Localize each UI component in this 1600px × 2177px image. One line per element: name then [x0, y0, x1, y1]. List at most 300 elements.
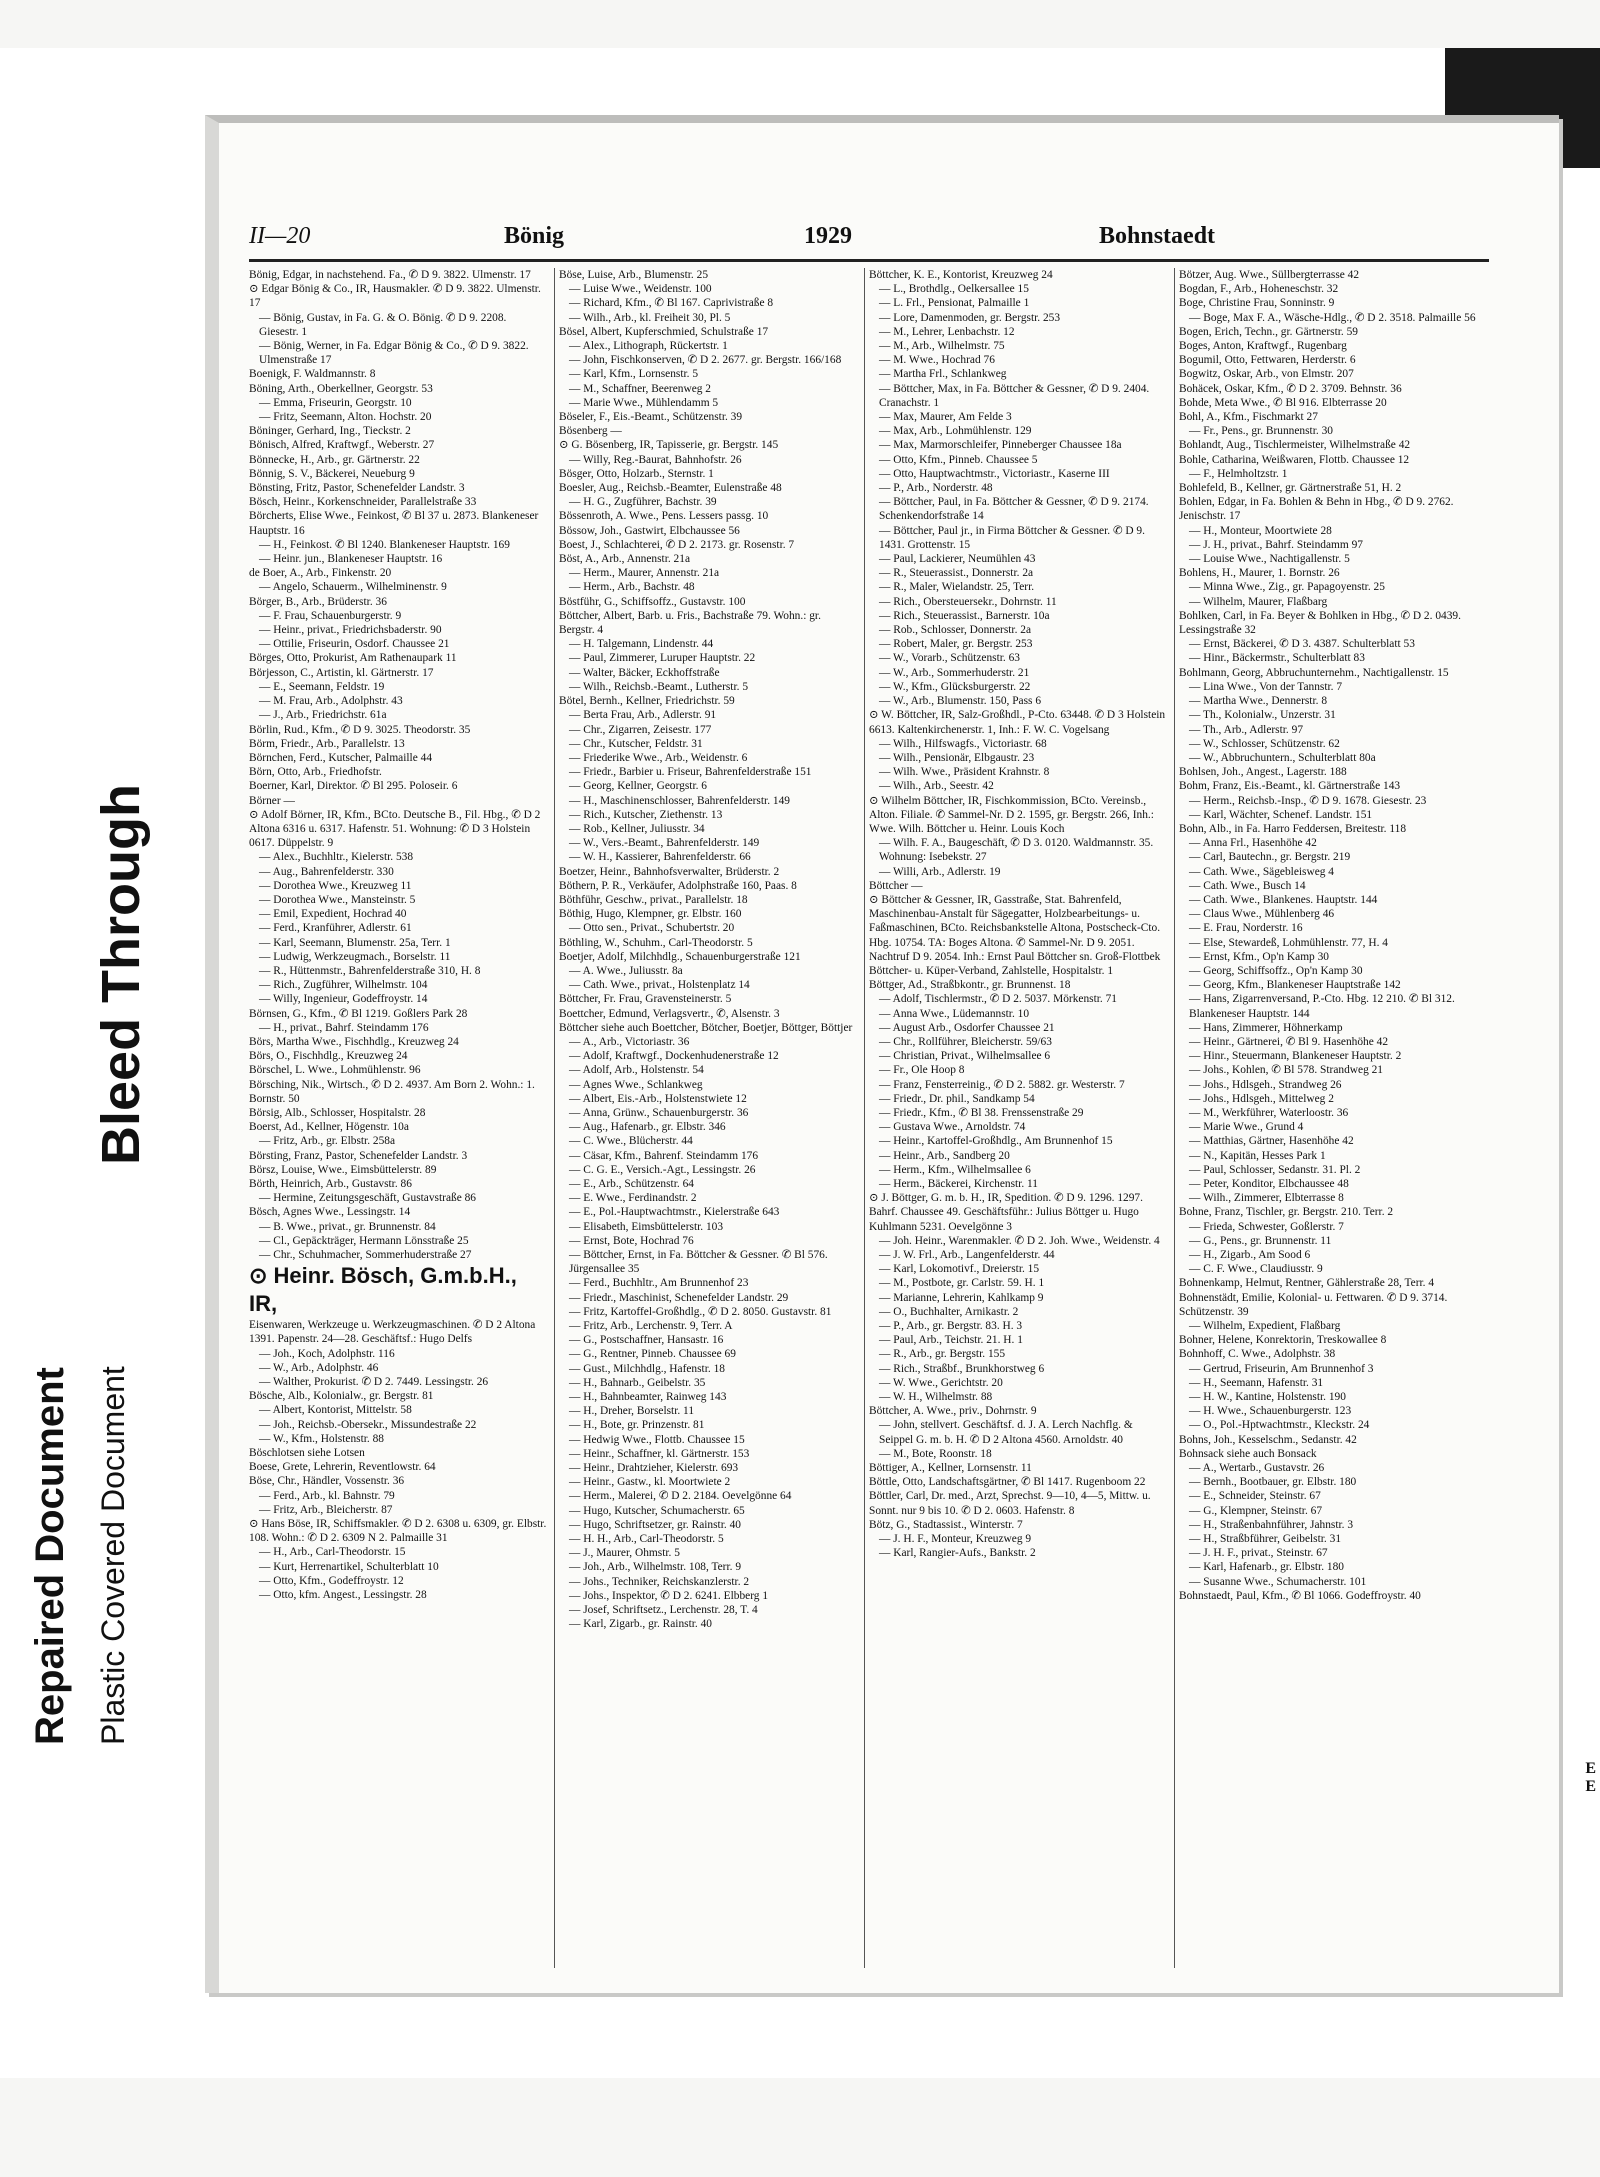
directory-entry: — Marie Wwe., Mühlendamm 5 [569, 396, 719, 409]
directory-entry: — G., Pens., gr. Brunnenstr. 11 [1189, 1234, 1332, 1247]
directory-entry: — Ernst, Kfm., Op'n Kamp 30 [1189, 950, 1329, 963]
side-label-plastic: Plastic Covered Document [95, 1366, 131, 1745]
directory-entry: Böthern, P. R., Verkäufer, Adolphstraße 160, Paas. 8 [559, 879, 797, 892]
directory-entry: — Max, Maurer, Am Felde 3 [879, 411, 1012, 424]
directory-entry: Bohlens, H., Maurer, 1. Bornstr. 26 [1179, 567, 1340, 580]
directory-entry: — Ottilie, Friseurin, Osdorf. Chaussee 21 [259, 638, 450, 651]
directory-entry: — Aug., Hafenarb., gr. Elbstr. 346 [569, 1121, 726, 1134]
directory-entry: — John, stellvert. Geschäftsf. d. J. A. Lerch Nachflg. & Seippel G. m. b. H. ✆ D 2 Altona 4560. Arnoldstr. 40 [879, 1419, 1133, 1446]
directory-entry: — Hinr., Steuermann, Blankeneser Hauptstr. 2 [1189, 1050, 1402, 1063]
directory-entry: — Fritz, Arb., Bleicherstr. 87 [259, 1503, 393, 1516]
directory-entry: — Ludwig, Werkzeugmach., Borselstr. 11 [259, 950, 451, 963]
directory-entry: Bohlefeld, B., Kellner, gr. Gärtnerstraße 51, H. 2 [1179, 482, 1402, 495]
directory-entry: — Cath. Wwe., Busch 14 [1189, 879, 1306, 892]
directory-entry: de Boer, A., Arb., Finkenstr. 20 [249, 567, 392, 580]
directory-entry: — Marie Wwe., Grund 4 [1189, 1121, 1304, 1134]
directory-entry: — Emma, Friseurin, Georgstr. 10 [259, 396, 412, 409]
directory-entry: — Gust., Milchhdlg., Hafenstr. 18 [569, 1362, 725, 1375]
directory-entry: — Ferd., Buchhltr., Am Brunnenhof 23 [569, 1277, 749, 1290]
directory-entry: Börs, O., Fischhdlg., Kreuzweg 24 [249, 1050, 408, 1063]
directory-entry: — R., Hüttenmstr., Bahrenfelderstraße 310, H. 8 [259, 964, 481, 977]
directory-entry: Bogwitz, Oskar, Arb., von Elmstr. 207 [1179, 368, 1354, 381]
directory-entry: — O., Pol.-Hptwachtmstr., Kleckstr. 24 [1189, 1419, 1370, 1432]
directory-entry: — Fr., Ole Hoop 8 [879, 1064, 965, 1077]
directory-entry: — M., Werkführer, Waterloostr. 36 [1189, 1106, 1349, 1119]
directory-entry: — Heinr., Kartoffel-Großhdlg., Am Brunnenhof 15 [879, 1135, 1113, 1148]
directory-entry: Böttcher siehe auch Boettcher, Bötcher, Boetjer, Böttger, Böttjer [559, 1021, 853, 1034]
directory-entry: — Lina Wwe., Von der Tannstr. 7 [1189, 680, 1343, 693]
directory-entry: — F. Frau, Schauenburgerstr. 9 [259, 609, 402, 622]
directory-entry: Bönig, Edgar, in nachstehend. Fa., ✆ D 9. 3822. Ulmenstr. 17 [249, 269, 531, 281]
directory-entry: — Willy, Ingenieur, Godeffroystr. 14 [259, 993, 428, 1006]
directory-entry: — Rich., Steuerassist., Barnerstr. 10a [879, 609, 1050, 622]
directory-entry: — H., Straßenbahnführer, Jahnstr. 3 [1189, 1518, 1354, 1531]
directory-entry: — N., Kapitän, Hesses Park 1 [1189, 1149, 1326, 1162]
directory-entry: — Herm., Reichsb.-Insp., ✆ D 9. 1678. Giesestr. 23 [1189, 794, 1427, 807]
directory-entry: — Friederike Wwe., Arb., Weidenstr. 6 [569, 751, 748, 764]
directory-entry: Bohl, A., Kfm., Fischmarkt 27 [1179, 411, 1318, 424]
directory-entry: Börnsen, G., Kfm., ✆ Bl 1219. Goßlers Park 28 [249, 1007, 468, 1020]
directory-entry: — Lore, Damenmoden, gr. Bergstr. 253 [879, 311, 1061, 324]
directory-entry: Bogen, Erich, Techn., gr. Gärtnerstr. 59 [1179, 325, 1358, 338]
directory-entry: Bohm, Franz, Eis.-Beamt., kl. Gärtnerstraße 143 [1179, 780, 1401, 793]
directory-entry: — Heinr., Drahtzieher, Kielerstr. 693 [569, 1462, 739, 1475]
directory-entry: — Anna Wwe., Lüdemannstr. 10 [879, 1007, 1030, 1020]
directory-entry: — Hinr., Bäckermstr., Schulterblatt 83 [1189, 652, 1365, 665]
directory-columns [249, 268, 1489, 1968]
directory-entry: Bohnsack siehe auch Bonsack [1179, 1447, 1317, 1460]
directory-entry: — Claus Wwe., Mühlenberg 46 [1189, 908, 1335, 921]
directory-entry: — Adolf, Kraftwgf., Dockenhudenerstraße 12 [569, 1050, 779, 1063]
directory-entry: Börschel, L. Wwe., Lohmühlenstr. 96 [249, 1064, 421, 1077]
directory-entry: — W., Arb., Blumenstr. 150, Pass 6 [879, 695, 1042, 708]
directory-entry: ⊙ Hans Böse, IR, Schiffsmakler. ✆ D 2. 6308 u. 6309, gr. Elbstr. 108. Wohn.: ✆ D 2. 6309 N 2. Palmaille 31 [249, 1518, 547, 1545]
directory-entry: Börsching, Nik., Wirtsch., ✆ D 2. 4937. Am Born 2. Wohn.: 1. Bornstr. 50 [249, 1078, 535, 1105]
directory-entry: — Friedr., Maschinist, Schenefelder Landstr. 29 [569, 1291, 789, 1304]
directory-entry: — Karl, Kfm., Lornsenstr. 5 [569, 368, 699, 381]
directory-entry: Bohnhoff, C. Wwe., Adolphstr. 38 [1179, 1348, 1336, 1361]
directory-entry: Börm, Friedr., Arb., Parallelstr. 13 [249, 737, 405, 750]
directory-entry: — E. Wwe., Ferdinandstr. 2 [569, 1192, 697, 1205]
directory-entry: — H., Dreher, Borselstr. 11 [569, 1405, 695, 1418]
directory-entry: — H., Zigarb., Am Sood 6 [1189, 1249, 1311, 1262]
directory-entry: — Wilh. Wwe., Präsident Krahnstr. 8 [879, 766, 1050, 779]
directory-entry: Boge, Christine Frau, Sonninstr. 9 [1179, 297, 1335, 310]
directory-entry: — P., Arb., gr. Bergstr. 83. H. 3 [879, 1320, 1023, 1333]
directory-entry: — M., Arb., Wilhelmstr. 75 [879, 340, 1005, 353]
directory-entry: — Hans, Zigarrenversand, P.-Cto. Hbg. 12 210. ✆ Bl 312. Blankeneser Hauptstr. 144 [1189, 993, 1455, 1020]
directory-entry: — H., Seemann, Hafenstr. 31 [1189, 1376, 1324, 1389]
directory-entry: — H., Bahnarb., Geibelstr. 35 [569, 1376, 706, 1389]
directory-entry: — Heinr., privat., Friedrichsbaderstr. 90 [259, 624, 442, 637]
directory-entry: Bösenberg — [559, 425, 622, 438]
directory-entry: — C. F. Wwe., Claudiusstr. 9 [1189, 1263, 1323, 1276]
directory-entry: — Luise Wwe., Weidenstr. 100 [569, 283, 712, 296]
directory-entry: — Rich., Straßbf., Brunkhorstweg 6 [879, 1362, 1045, 1375]
directory-entry: — R., Steuerassist., Donnerstr. 2a [879, 567, 1034, 580]
directory-entry: Bohne, Franz, Tischler, gr. Bergstr. 210. Terr. 2 [1179, 1206, 1394, 1219]
directory-entry: — Angelo, Schauerm., Wilhelminenstr. 9 [259, 581, 447, 594]
directory-entry: — H. Talgemann, Lindenstr. 44 [569, 638, 714, 651]
directory-entry: Böning, Arth., Oberkellner, Georgstr. 53 [249, 382, 433, 395]
directory-entry: — W., Vers.-Beamt., Bahrenfelderstr. 149 [569, 837, 760, 850]
directory-entry: Bösche, Alb., Kolonialw., gr. Bergstr. 81 [249, 1390, 434, 1403]
directory-entry: — Louise Wwe., Nachtigallenstr. 5 [1189, 553, 1350, 566]
directory-entry: — M. Frau, Arb., Adolphstr. 43 [259, 695, 403, 708]
directory-entry: — W., Vorarb., Schützenstr. 63 [879, 652, 1021, 665]
directory-entry: Bönnecke, H., Arb., gr. Gärtnerstr. 22 [249, 453, 420, 466]
column-4 [1179, 268, 1477, 1968]
directory-entry: Bohlandt, Aug., Tischlermeister, Wilhelmstraße 42 [1179, 439, 1411, 452]
directory-entry: Boese, Grete, Lehrerin, Reventlowstr. 64 [249, 1461, 436, 1474]
directory-entry: — H., Arb., Carl-Theodorstr. 15 [259, 1546, 406, 1559]
directory-entry: — Otto, Hauptwachtmstr., Victoriastr., Kaserne III [879, 467, 1110, 480]
directory-entry: — W., Schlosser, Schützenstr. 62 [1189, 737, 1340, 750]
directory-entry: — L., Brothdlg., Oelkersallee 15 [879, 283, 1029, 296]
directory-entry: — Wilh., Pensionär, Elbgaustr. 23 [879, 751, 1035, 764]
directory-entry: — Karl, Seemann, Blumenstr. 25a, Terr. 1 [259, 936, 451, 949]
directory-entry: — M., Postbote, gr. Carlstr. 59. H. 1 [879, 1277, 1045, 1290]
directory-entry: Böttler, Carl, Dr. med., Arzt, Sprechst. 9—10, 4—5, Mittw. u. Sonnt. nur 9 bis 10. ✆ D 2. 0603. Hafenstr. 8 [869, 1490, 1151, 1517]
directory-entry: — Walter, Bäcker, Eckhoffstraße [569, 666, 720, 679]
directory-entry: Boenigk, F. Waldmannstr. 8 [249, 368, 376, 381]
directory-entry: ⊙ J. Böttger, G. m. b. H., IR, Spedition. ✆ D 9. 1296. 1297. Bahrf. Chaussee 49. Geschäftsführ.: Julius Böttger u. Hugo Kuhlmann 5231. Oevelgönne 3 [869, 1192, 1143, 1233]
directory-entry: — Kurt, Herrenartikel, Schulterblatt 10 [259, 1560, 439, 1573]
directory-entry: Böttcher — [869, 879, 923, 892]
side-label-bleed: Bleed Through [91, 784, 151, 1165]
directory-entry: — J. W. Frl., Arb., Langenfelderstr. 44 [879, 1249, 1055, 1262]
directory-entry: Börnchen, Ferd., Kutscher, Palmaille 44 [249, 751, 433, 764]
directory-entry: — Böttcher, Paul, in Fa. Böttcher & Gessner, ✆ D 9. 2174. Schenkendorfstraße 14 [879, 496, 1149, 523]
directory-entry: Bogdan, F., Arb., Hoheneschstr. 32 [1179, 283, 1339, 296]
directory-entry: — Wilhelm, Expedient, Flaßbarg [1189, 1320, 1341, 1333]
directory-entry: — W., Arb., Adolphstr. 46 [259, 1361, 379, 1374]
directory-entry: — Chr., Schuhmacher, Sommerhuderstraße 27 [259, 1249, 472, 1262]
directory-entry: ⊙ G. Bösenberg, IR, Tapisserie, gr. Bergstr. 145 [559, 439, 779, 452]
directory-entry: Boesler, Aug., Reichsb.-Beamter, Eulenstraße 48 [559, 482, 782, 495]
directory-entry: — W., Kfm., Glücksburgerstr. 22 [879, 680, 1031, 693]
directory-entry: — Joh., Reichsb.-Obersekr., Missundestraße 22 [259, 1418, 477, 1431]
directory-entry: Boerst, Ad., Kellner, Högenstr. 10a [249, 1121, 409, 1134]
directory-entry: — Hermine, Zeitungsgeschäft, Gustavstraße 86 [259, 1192, 476, 1205]
directory-entry: Bohnstaedt, Paul, Kfm., ✆ Bl 1066. Godeffroystr. 40 [1179, 1589, 1421, 1602]
directory-entry: — Heinr., Arb., Sandberg 20 [879, 1149, 1010, 1162]
directory-entry: ⊙ W. Böttcher, IR, Salz-Großhdl., P-Cto. 63448. ✆ D 3 Holstein 6613. Kaltenkirchenerstr. 1, Inh.: F. W. C. Vogelsang [869, 709, 1166, 736]
directory-entry: ⊙ Heinr. Bösch, G.m.b.H., IR, [249, 1263, 517, 1317]
directory-entry: Börn, Otto, Arb., Friedhofstr. [249, 766, 382, 779]
directory-entry: — J., Maurer, Ohmstr. 5 [569, 1547, 680, 1560]
directory-entry: — Boge, Max F. A., Wäsche-Hdlg., ✆ D 2. 3518. Palmaille 56 [1189, 311, 1476, 324]
directory-entry: Boettcher, Edmund, Verlagsvertr., ✆, Alsenstr. 3 [559, 1007, 780, 1020]
directory-entry: — Berta Frau, Arb., Adlerstr. 91 [569, 709, 717, 722]
directory-entry: — M., Lehrer, Lenbachstr. 12 [879, 325, 1015, 338]
directory-entry: — Herm., Bäckerei, Kirchenstr. 11 [879, 1178, 1038, 1190]
directory-entry: — G., Rentner, Pinneb. Chaussee 69 [569, 1348, 736, 1361]
column-divider [554, 268, 555, 1968]
directory-entry: — Johs., Inspektor, ✆ D 2. 6241. Elbberg 1 [569, 1589, 769, 1602]
directory-entry: Bötzer, Aug. Wwe., Süllbergterrasse 42 [1179, 269, 1360, 281]
directory-entry: — E., Arb., Schützenstr. 64 [569, 1178, 694, 1190]
directory-entry: — Anna, Grünw., Schauenburgerstr. 36 [569, 1106, 749, 1119]
directory-entry: Böttcher- u. Küper-Verband, Zahlstelle, Hospitalstr. 1 [869, 964, 1114, 977]
directory-entry: — Heinr. jun., Blankeneser Hauptstr. 16 [259, 553, 443, 566]
directory-entry: Bohle, Catharina, Weißwaren, Flottb. Chaussee 12 [1179, 453, 1410, 466]
directory-entry: — Friedr., Dr. phil., Sandkamp 54 [879, 1092, 1035, 1105]
directory-entry: — M., Bote, Roonstr. 18 [879, 1447, 992, 1460]
directory-entry: — Walther, Prokurist. ✆ D 2. 7449. Lessingstr. 26 [259, 1376, 489, 1389]
directory-entry: — H., Bahnbeamter, Rainweg 143 [569, 1391, 727, 1404]
directory-entry: — Th., Kolonialw., Unzerstr. 31 [1189, 709, 1336, 722]
directory-entry: — Hedwig Wwe., Flottb. Chaussee 15 [569, 1433, 745, 1446]
directory-entry: — E., Pol.-Hauptwachtmstr., Kielerstraße 643 [569, 1206, 780, 1219]
directory-entry: — Cath. Wwe., Blankenes. Hauptstr. 144 [1189, 893, 1378, 906]
directory-entry: — Joh., Arb., Wilhelmstr. 108, Terr. 9 [569, 1561, 742, 1574]
directory-entry: — W., Abbruchuntern., Schulterblatt 80a [1189, 751, 1376, 764]
directory-entry: — Böttcher, Max, in Fa. Böttcher & Gessner, ✆ D 9. 2404. Cranachstr. 1 [879, 382, 1150, 409]
directory-entry: Böse, Luise, Arb., Blumenstr. 25 [559, 269, 709, 281]
directory-entry: — Martha Wwe., Dennerstr. 8 [1189, 695, 1328, 708]
directory-entry: — W. H., Kassierer, Bahrenfelderstr. 66 [569, 851, 751, 864]
directory-entry: — Bernh., Bootbauer, gr. Elbstr. 180 [1189, 1476, 1357, 1489]
directory-entry: — Alex., Lithograph, Rückertstr. 1 [569, 340, 728, 353]
directory-entry: — A. Wwe., Juliusstr. 8a [569, 964, 683, 977]
directory-entry: Börjesson, C., Artistin, kl. Gärtnerstr. 17 [249, 666, 434, 679]
directory-entry: — L. Frl., Pensionat, Palmaille 1 [879, 297, 1030, 310]
directory-entry: Bogumil, Otto, Fettwaren, Herderstr. 6 [1179, 354, 1356, 367]
directory-entry: — Chr., Kutscher, Feldstr. 31 [569, 737, 703, 750]
directory-entry: Boerner, Karl, Direktor. ✆ Bl 295. Poloseir. 6 [249, 780, 458, 793]
edge-mark: E [1585, 1778, 1596, 1795]
column-1 [249, 268, 547, 1968]
directory-entry: Boges, Anton, Kraftwgf., Rugenbarg [1179, 340, 1347, 353]
directory-page [205, 115, 1559, 1993]
directory-entry: — G., Postschaffner, Hansastr. 16 [569, 1334, 724, 1347]
directory-entry: — J., Arb., Friedrichstr. 61a [259, 709, 387, 722]
directory-entry: Boest, J., Schlachterei, ✆ D 2. 2173. gr. Rosenstr. 7 [559, 538, 795, 551]
directory-entry: — Albert, Eis.-Arb., Holstenstwiete 12 [569, 1092, 747, 1105]
directory-entry: — H. Wwe., Schauenburgerstr. 123 [1189, 1405, 1352, 1418]
directory-entry: — Wilh. F. A., Baugeschäft, ✆ D 3. 0120. Waldmannstr. 35. Wohnung: Isebekstr. 27 [879, 837, 1154, 864]
directory-entry: Böthling, W., Schuhm., Carl-Theodorstr. 5 [559, 936, 753, 949]
directory-entry: Bohlken, Carl, in Fa. Beyer & Bohlken in Hbg., ✆ D 2. 0439. Lessingstraße 32 [1179, 609, 1461, 637]
directory-entry: — W. Wwe., Gerichtstr. 20 [879, 1376, 1003, 1389]
page-number: II—20 [249, 223, 311, 249]
directory-entry: — Dorothea Wwe., Mansteinstr. 5 [259, 893, 416, 906]
directory-entry: Börlin, Rud., Kfm., ✆ D 9. 3025. Theodorstr. 35 [249, 723, 471, 736]
directory-entry: — Max, Arb., Lohmühlenstr. 129 [879, 425, 1032, 438]
directory-entry: Böttger, Ad., Straßbkontr., gr. Brunnenst. 18 [869, 979, 1071, 992]
directory-entry: — Chr., Zigarren, Zeisestr. 177 [569, 723, 712, 736]
directory-entry: Bönisch, Alfred, Kraftwgf., Weberstr. 27 [249, 439, 435, 452]
directory-entry: Bohlmann, Georg, Abbruchunternehm., Nachtigallenstr. 15 [1179, 666, 1449, 679]
directory-entry: — Martha Frl., Schlankweg [879, 368, 1007, 381]
directory-entry: — Friedr., Kfm., ✆ Bl 38. Frenssenstraße 29 [879, 1106, 1084, 1119]
directory-entry: — John, Fischkonserven, ✆ D 2. 2677. gr. Bergstr. 166/168 [569, 354, 842, 367]
directory-entry: Bössenroth, A. Wwe., Pens. Lessers passg. 10 [559, 510, 769, 523]
directory-entry: — M., Schaffner, Beerenweg 2 [569, 382, 711, 395]
directory-entry: — Adolf, Tischlermstr., ✆ D 2. 5037. Mörkenstr. 71 [879, 993, 1117, 1006]
directory-entry: — Dorothea Wwe., Kreuzweg 11 [259, 879, 412, 892]
directory-entry: — Josef, Schriftsetz., Lerchenstr. 28, T. 4 [569, 1604, 758, 1617]
directory-entry: — Friedr., Barbier u. Friseur, Bahrenfelderstraße 151 [569, 766, 812, 779]
directory-entry: — Fritz, Arb., gr. Elbstr. 258a [259, 1135, 396, 1148]
directory-entry: — Cäsar, Kfm., Bahrenf. Steindamm 176 [569, 1149, 759, 1162]
directory-entry: — Wilh., Zimmerer, Elbterrasse 8 [1189, 1192, 1344, 1205]
directory-entry: Böttle, Otto, Landschaftsgärtner, ✆ Bl 1417. Rugenboom 22 [869, 1476, 1146, 1489]
directory-entry: Eisenwaren, Werkzeuge u. Werkzeugmaschinen. ✆ D 2 Altona 1391. Papenstr. 24—28. Geschäftsf.: Hugo Delfs [249, 1319, 536, 1346]
directory-entry: — G., Klempner, Steinstr. 67 [1189, 1504, 1323, 1517]
directory-entry: — Bönig, Gustav, in Fa. G. & O. Bönig. ✆ D 9. 2208. Giesestr. 1 [259, 311, 507, 338]
directory-entry: — Rob., Schlosser, Donnerstr. 2a [879, 624, 1032, 637]
directory-entry: — Chr., Rollführer, Bleicherstr. 59/63 [879, 1035, 1052, 1048]
directory-entry: — Wilhelm, Maurer, Flaßbarg [1189, 595, 1328, 608]
directory-entry: — Paul, Arb., Teichstr. 21. H. 1 [879, 1334, 1023, 1347]
directory-entry: Bohns, Joh., Kesselschm., Sedanstr. 42 [1179, 1433, 1357, 1446]
directory-entry: — Herm., Malerei, ✆ D 2. 2184. Oevelgönne 64 [569, 1490, 792, 1503]
directory-entry: — Wilh., Arb., Seestr. 42 [879, 780, 994, 793]
directory-entry: — Joh. Heinr., Warenmakler. ✆ D 2. Joh. Wwe., Weidenstr. 4 [879, 1234, 1160, 1247]
directory-entry: — Alex., Buchhltr., Kielerstr. 538 [259, 851, 414, 864]
directory-entry: — August Arb., Osdorfer Chaussee 21 [879, 1021, 1055, 1034]
directory-entry: — H. G., Zugführer, Bachstr. 39 [569, 496, 717, 509]
directory-entry: ⊙ Adolf Börner, IR, Kfm., BCto. Deutsche B., Fil. Hbg., ✆ D 2 Altona 6316 u. 6317. Hafenstr. 51. Wohnung: ✆ D 3 Holstein 0617. Düppelstr. 9 [249, 808, 541, 850]
directory-entry: — Gustava Wwe., Arnoldstr. 74 [879, 1121, 1026, 1134]
directory-entry: — H., privat., Bahrf. Steindamm 176 [259, 1021, 429, 1034]
directory-entry: Börsting, Franz, Pastor, Schenefelder Landstr. 3 [249, 1149, 468, 1162]
directory-entry: Böthig, Hugo, Klempner, gr. Elbstr. 160 [559, 908, 742, 921]
directory-entry: Bönnig, S. V., Bäckerei, Neueburg 9 [249, 467, 415, 480]
directory-entry: Böschlotsen siehe Lotsen [249, 1447, 365, 1460]
directory-entry: Bötel, Bernh., Kellner, Friedrichstr. 59 [559, 695, 735, 708]
directory-entry: — Peter, Konditor, Elbchaussee 48 [1189, 1178, 1349, 1190]
directory-entry: Bötz, G., Stadtassist., Winterstr. 7 [869, 1518, 1023, 1531]
directory-entry: — Ferd., Kranführer, Adlerstr. 61 [259, 922, 412, 935]
side-label-repaired: Repaired Document [28, 1367, 72, 1745]
directory-entry: — Willi, Arb., Adlerstr. 19 [879, 865, 1001, 878]
directory-entry: Börner — [249, 794, 295, 807]
directory-entry: — W., Arb., Sommerhuderstr. 21 [879, 666, 1030, 679]
directory-entry: — W. H., Wilhelmstr. 88 [879, 1391, 993, 1404]
directory-entry: — H., Monteur, Moortwiete 28 [1189, 524, 1332, 537]
directory-entry: — Herm., Maurer, Annenstr. 21a [569, 567, 720, 580]
directory-entry: — M. Wwe., Hochrad 76 [879, 354, 995, 367]
directory-entry: — Wilh., Hilfswagfs., Victoriastr. 68 [879, 737, 1047, 750]
directory-entry: — Karl, Hafenarb., gr. Elbstr. 180 [1189, 1561, 1345, 1574]
header-last-word: Bohnstaedt [1099, 223, 1216, 249]
column-2 [559, 268, 857, 1968]
directory-entry: Bösel, Albert, Kupferschmied, Schulstraße 17 [559, 325, 769, 338]
directory-entry: — Cl., Gepäckträger, Hermann Lönsstraße 25 [259, 1234, 469, 1247]
directory-entry: Böthführ, Geschw., privat., Parallelstr. 18 [559, 893, 748, 906]
directory-entry: — W., Kfm., Holstenstr. 88 [259, 1432, 384, 1445]
directory-entry: — Joh., Koch, Adolphstr. 116 [259, 1347, 395, 1360]
directory-entry: Böseler, F., Eis.-Beamt., Schützenstr. 39 [559, 411, 743, 424]
directory-entry: Bohn, Alb., in Fa. Harro Feddersen, Breitestr. 118 [1179, 822, 1407, 835]
directory-entry: Bönsting, Fritz, Pastor, Schenefelder Landstr. 3 [249, 482, 465, 495]
directory-entry: — Gertrud, Friseurin, Am Brunnenhof 3 [1189, 1362, 1374, 1375]
edge-mark: E [1585, 1760, 1596, 1777]
directory-entry: Boetjer, Adolf, Milchhdlg., Schauenburgerstraße 121 [559, 950, 801, 963]
directory-entry: Bösch, Agnes Wwe., Lessingstr. 14 [249, 1206, 411, 1219]
directory-entry: — Wilh., Reichsb.-Beamt., Lutherstr. 5 [569, 680, 749, 693]
header-year: 1929 [804, 223, 852, 249]
directory-entry: Bohäcek, Oskar, Kfm., ✆ D 2. 3709. Behnstr. 36 [1179, 382, 1402, 395]
directory-entry: — Matthias, Gärtner, Hasenhöhe 42 [1189, 1135, 1354, 1148]
directory-entry: — Th., Arb., Adlerstr. 97 [1189, 723, 1304, 736]
directory-entry: Bösch, Heinr., Korkenschneider, Parallelstraße 33 [249, 496, 477, 509]
directory-entry: — E., Seemann, Feldstr. 19 [259, 680, 385, 693]
directory-entry: Böttcher, Albert, Barb. u. Fris., Bachstraße 79. Wohn.: gr. Bergstr. 4 [559, 609, 821, 637]
directory-entry: — Susanne Wwe., Schumacherstr. 101 [1189, 1575, 1367, 1588]
directory-entry: — Cath. Wwe., privat., Holstenplatz 14 [569, 979, 750, 992]
directory-entry: — Karl, Zigarb., gr. Rainstr. 40 [569, 1618, 712, 1631]
directory-entry: — Karl, Rangier-Aufs., Bankstr. 2 [879, 1547, 1036, 1560]
directory-entry: — H., Maschinenschlosser, Bahrenfelderstr. 149 [569, 794, 790, 807]
directory-entry: — P., Arb., Norderstr. 48 [879, 482, 993, 495]
directory-entry: Böstführ, G., Schiffsoffz., Gustavstr. 100 [559, 595, 746, 608]
directory-entry: — Rob., Kellner, Juliusstr. 34 [569, 822, 705, 835]
directory-entry: — Wilh., Arb., kl. Freiheit 30, Pl. 5 [569, 311, 731, 324]
directory-entry: — Willy, Reg.-Baurat, Bahnhofstr. 26 [569, 453, 742, 466]
directory-entry: — Otto sen., Privat., Schubertstr. 20 [569, 922, 735, 935]
directory-entry: — Elisabeth, Eimsbüttelerstr. 103 [569, 1220, 724, 1233]
directory-entry: Böttcher, A. Wwe., priv., Dohrnstr. 9 [869, 1405, 1037, 1418]
directory-entry: Börges, Otto, Prokurist, Am Rathenaupark 11 [249, 652, 457, 665]
directory-entry: — Otto, Kfm., Pinneb. Chaussee 5 [879, 453, 1038, 466]
directory-entry: Börcherts, Elise Wwe., Feinkost, ✆ Bl 37 u. 2873. Blankeneser Hauptstr. 16 [249, 510, 539, 537]
directory-entry: Börsig, Alb., Schlosser, Hospitalstr. 28 [249, 1106, 426, 1119]
directory-entry: — Minna Wwe., Zig., gr. Papagoyenstr. 25 [1189, 581, 1385, 594]
directory-entry: — B. Wwe., privat., gr. Brunnenstr. 84 [259, 1220, 436, 1233]
directory-entry: — Christian, Privat., Wilhelmsallee 6 [879, 1050, 1051, 1063]
directory-entry: — Rich., Kutscher, Ziethenstr. 13 [569, 808, 723, 821]
directory-entry: — Heinr., Gastw., kl. Moortwiete 2 [569, 1476, 731, 1489]
page-header [249, 223, 1489, 262]
directory-entry: — Emil, Expedient, Hochrad 40 [259, 908, 407, 921]
directory-entry: ⊙ Böttcher & Gessner, IR, Gasstraße, Stat. Bahrenfeld, Maschinenbau-Anstalt für Sägegatter, Holzbearbeitungs- u. Faßmaschinen, BCto. Reichsbankstelle Altona, Postscheck-Cto. Hbg. 10754. TA: Boges Altona. ✆ Sammel-Nr. D 9. 2051. Nachtruf D 9. 2054. Inh.: Ernst Paul Böttcher sn. Groß-Flottbek [869, 893, 1161, 963]
directory-entry: — E. Frau, Norderstr. 16 [1189, 922, 1303, 935]
directory-entry: — Paul, Zimmerer, Luruper Hauptstr. 22 [569, 652, 756, 665]
directory-entry: — Rich., Zugführer, Wilhelmstr. 104 [259, 979, 428, 992]
directory-entry: — Rich., Obersteuersekr., Dohrnstr. 11 [879, 595, 1057, 608]
directory-entry: — H., Bote, gr. Prinzenstr. 81 [569, 1419, 705, 1432]
directory-entry: — A., Wertarb., Gustavstr. 26 [1189, 1462, 1325, 1475]
directory-entry: — Robert, Maler, gr. Bergstr. 253 [879, 638, 1033, 651]
directory-entry: Börth, Heinrich, Arb., Gustavstr. 86 [249, 1178, 412, 1190]
directory-entry: — Franz, Fensterreinig., ✆ D 2. 5882. gr. Westerstr. 7 [879, 1078, 1125, 1091]
directory-entry: Bössow, Joh., Gastwirt, Elbchaussee 56 [559, 524, 740, 537]
directory-entry: Börs, Martha Wwe., Fischhdlg., Kreuzweg 24 [249, 1035, 459, 1048]
directory-entry: — Otto, Kfm., Godeffroystr. 12 [259, 1574, 404, 1587]
directory-entry: — C. Wwe., Blücherstr. 44 [569, 1135, 693, 1148]
directory-entry: — Johs., Techniker, Reichskanzlerstr. 2 [569, 1575, 750, 1588]
directory-entry: Bohnenstädt, Emilie, Kolonial- u. Fettwaren. ✆ D 9. 3714. Schützenstr. 39 [1179, 1291, 1448, 1318]
directory-entry: — R., Maler, Wielandstr. 25, Terr. [879, 581, 1035, 594]
directory-entry: Bohlsen, Joh., Angest., Lagerstr. 188 [1179, 766, 1347, 779]
column-divider [864, 268, 865, 1968]
directory-entry: — Hugo, Schriftsetzer, gr. Rainstr. 40 [569, 1518, 741, 1531]
directory-entry: — Max, Marmorschleifer, Pinneberger Chaussee 18a [879, 439, 1122, 452]
directory-entry: — Hans, Zimmerer, Höhnerkamp [1189, 1021, 1343, 1034]
directory-entry: Bohnenkamp, Helmut, Rentner, Gählerstraße 28, Terr. 4 [1179, 1277, 1435, 1290]
directory-entry: — Georg, Schiffsoffz., Op'n Kamp 30 [1189, 964, 1363, 977]
directory-entry: — Cath. Wwe., Sägebleisweg 4 [1189, 865, 1334, 878]
directory-entry: — Herm., Kfm., Wilhelmsallee 6 [879, 1163, 1031, 1176]
directory-entry: — Böttcher, Ernst, in Fa. Böttcher & Gessner. ✆ Bl 576. Jürgensallee 35 [569, 1249, 828, 1276]
directory-entry: — A., Arb., Victoriastr. 36 [569, 1035, 690, 1048]
directory-entry: — H., Feinkost. ✆ Bl 1240. Blankeneser Hauptstr. 169 [259, 538, 510, 551]
column-3 [869, 268, 1167, 1968]
